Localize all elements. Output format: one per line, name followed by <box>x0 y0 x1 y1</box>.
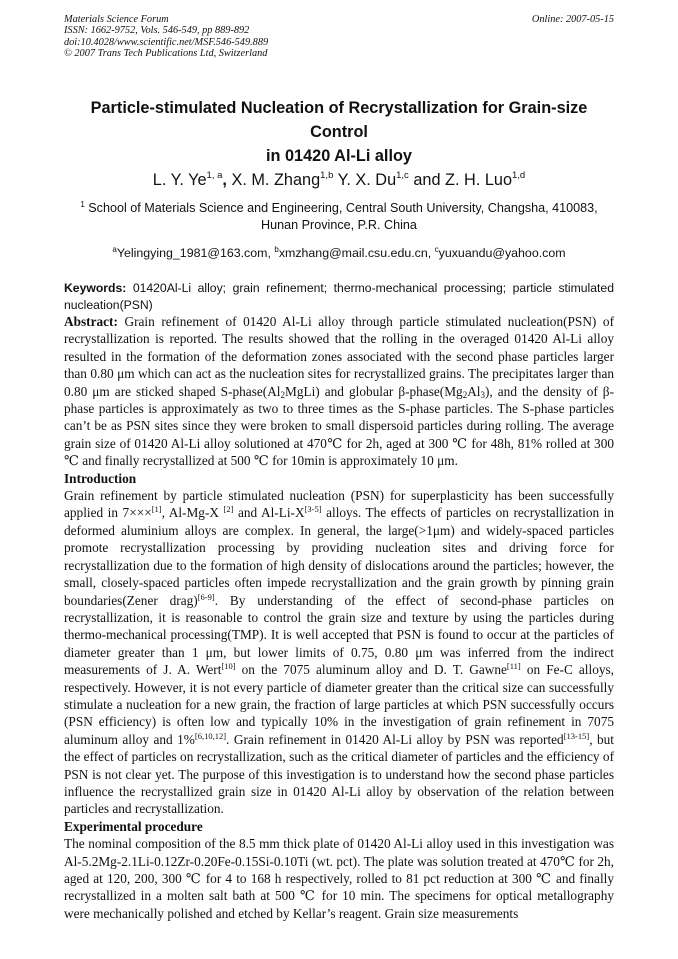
citation-ref: [2] <box>223 504 234 515</box>
affiliation <box>64 200 614 234</box>
author-name: X. M. Zhang <box>231 171 321 189</box>
citation-ref: [11] <box>506 661 521 672</box>
text-run: Grain refinement of 01420 Al-Li alloy through particle stimulated nucleation(PSN) of recrystallization is reported. The results showed that the rolling in the overaged 01420 Al-Li alloy resulted in the formation of the deformation zones associated with the second phase particles larger than 0.80 μm which can act as the nucleation sites for recrystallized grains. The precipitates larger than 0.80 μm are sticked shaped S-phase(Al <box>64 314 614 399</box>
author-1 <box>153 171 232 189</box>
author-sup: 1,c <box>396 170 409 181</box>
abstract-label: Abstract: <box>64 314 118 329</box>
affiliation-text: School of Materials Science and Engineering, Central South University, Changsha, 410083, Hunan Province, P.R. China <box>84 201 598 232</box>
text-run: Al <box>467 383 481 399</box>
author-3 <box>338 171 445 189</box>
formula-subscript: 3 <box>480 389 485 400</box>
author-sep: and <box>408 171 446 189</box>
email-text: yuxuandu@yahoo.com <box>438 246 566 260</box>
introduction-paragraph <box>64 487 614 818</box>
introduction-heading: Introduction <box>64 470 137 486</box>
formula-subscript: 2 <box>280 389 286 400</box>
author-name: Z. H. Luo <box>445 171 512 189</box>
email-sup: c <box>434 245 439 254</box>
text-run: ), and the density of β-phase particles is approximately as two to three times as the S-phase particles. The S-phase particles can’t be as PSN sites since they were broken to small dispersoid particles during rolling. The average grain size of 01420 Al-Li alloy solutioned at 470℃ for 2h, aged at 300 ℃ for 48h, 81% rolled at 300 ℃ and finally recrystallized at 500 ℃ for 10min is approximately 10 μm. <box>64 383 614 469</box>
text-run: on Fe-C alloys, respectively. However, it is not every particle of diameter greater than the critical size can successfully stimulate a nucleation for a new grain, the fraction of large particles at which PSN successfully occurs (PSN efficiency) is often low and typically 10% in the investigation of grain refinement in 7075 aluminum alloy and 1% <box>64 662 614 747</box>
citation-ref: [13-15] <box>563 730 590 741</box>
text-run: . Grain refinement in 01420 Al-Li alloy by PSN was reported <box>226 731 564 747</box>
email-sup: b <box>274 245 279 254</box>
text-run: MgLi) and globular β-phase(Mg <box>285 383 463 399</box>
citation-ref: [6,10,12] <box>194 730 227 741</box>
author-sep: , <box>222 171 232 189</box>
text-run: . By understanding of the effect of second-phase particles on recrystallization, it is reasonable to control the grain size and texture by using the particles during thermo-mechanical processing(TMP). It is well accepted that PSN is found to occur at the particles of diameter greater than 1 μm, but lower limits of 0.75, 0.80 μm was inferred from the indirect measurements of J. A. Wert <box>64 592 614 678</box>
copyright-line: © 2007 Trans Tech Publications Ltd, Switzerland <box>64 47 268 59</box>
paper-title <box>64 96 614 168</box>
citation-ref: [6-9] <box>197 591 215 602</box>
text-run: The nominal composition of the 8.5 mm thick plate of 01420 Al-Li alloy used in this investigation was Al-5.2Mg-2.1Li-0.12Zr-0.20Fe-0.15Si-0.10Ti (wt. pct). The plate was solution treated at 470℃ for 2h, aged at 120, 200, 300 ℃ for 4 to 168 h respectively, rolled to 81 pct reduction at 300 ℃ and finally recrystallized in a molten salt bath at 500 ℃ for 10 min. The specimens for optical metallography were mechanically polished and etched by Kellar’s reagent. Grain size measurements <box>64 836 614 921</box>
email-sup: a <box>112 245 117 254</box>
formula-subscript: 2 <box>462 389 468 400</box>
affiliation-sup: 1 <box>80 200 85 209</box>
online-date: Online: 2007-05-15 <box>531 14 614 25</box>
citation-ref: [1] <box>151 504 162 515</box>
author-sup: 1,d <box>512 170 526 181</box>
text-run: and Al-Li-X <box>233 505 305 521</box>
abstract-body <box>64 314 614 468</box>
citation-ref: [10] <box>221 661 236 672</box>
text-run: on the 7075 aluminum alloy and D. T. Gawne <box>235 662 507 678</box>
author-sup: 1,b <box>320 170 334 181</box>
email-text: Yelingying_1981@163.com, <box>116 246 275 260</box>
email-text: xmzhang@mail.csu.edu.cn, <box>278 246 435 260</box>
author-name: Y. X. Du <box>337 171 397 189</box>
author-4 <box>445 171 525 189</box>
keywords <box>64 280 614 313</box>
title-line-1: Particle-stimulated Nucleation of Recrystallization for Grain-size Control <box>90 99 588 141</box>
title-line-2: in 01420 Al-Li alloy <box>266 147 412 165</box>
text-run: Grain refinement by particle stimulated nucleation (PSN) for superplasticity has been successfully applied in 7××× <box>64 488 614 521</box>
author-list <box>64 169 614 191</box>
text-run: , Al-Mg-X <box>161 505 224 521</box>
author-sup: 1, a <box>206 170 223 181</box>
issn-line: ISSN: 1662-9752, Vols. 546-549, pp 889-892 <box>64 25 250 37</box>
doi-line: doi:10.4028/www.scientific.net/MSF.546-549.889 <box>64 36 269 48</box>
text-run: alloys. The effects of particles on recrystallization in deformed aluminium alloys are complex. In general, the large(>1μm) and widely-spaced particles promote recrystallization processing by providing nucleation sites and driving force for recrystallization due to the formation of high density of dislocations around the particles; however, the small, closely-spaced particles often impede recrystallization and the grain growth by pinning grain boundaries(Zener drag) <box>64 505 615 608</box>
author-name: L. Y. Ye <box>152 171 207 189</box>
citation-ref: [3-5] <box>304 504 322 515</box>
keywords-text: 01420Al-Li alloy; grain refinement; thermo-mechanical processing; particle stimulated nucleation(PSN) <box>64 281 614 312</box>
text-run: , but the effect of particles on recrystallization, such as the critical diameter of particles and the efficiency of PSN is not clear yet. The purpose of this investigation is to understand how the second phase particles influence the recrystallized grain size in 01420 Al-Li alloy by observation of the relation between particles and recrystallization. <box>64 731 614 817</box>
journal-name: Materials Science Forum <box>64 14 169 25</box>
author-2 <box>231 171 337 189</box>
author-emails <box>64 245 614 262</box>
keywords-label: Keywords: <box>64 281 127 295</box>
journal-header <box>64 14 614 70</box>
experimental-paragraph <box>64 835 614 922</box>
experimental-heading: Experimental procedure <box>64 818 203 834</box>
abstract <box>64 313 614 470</box>
